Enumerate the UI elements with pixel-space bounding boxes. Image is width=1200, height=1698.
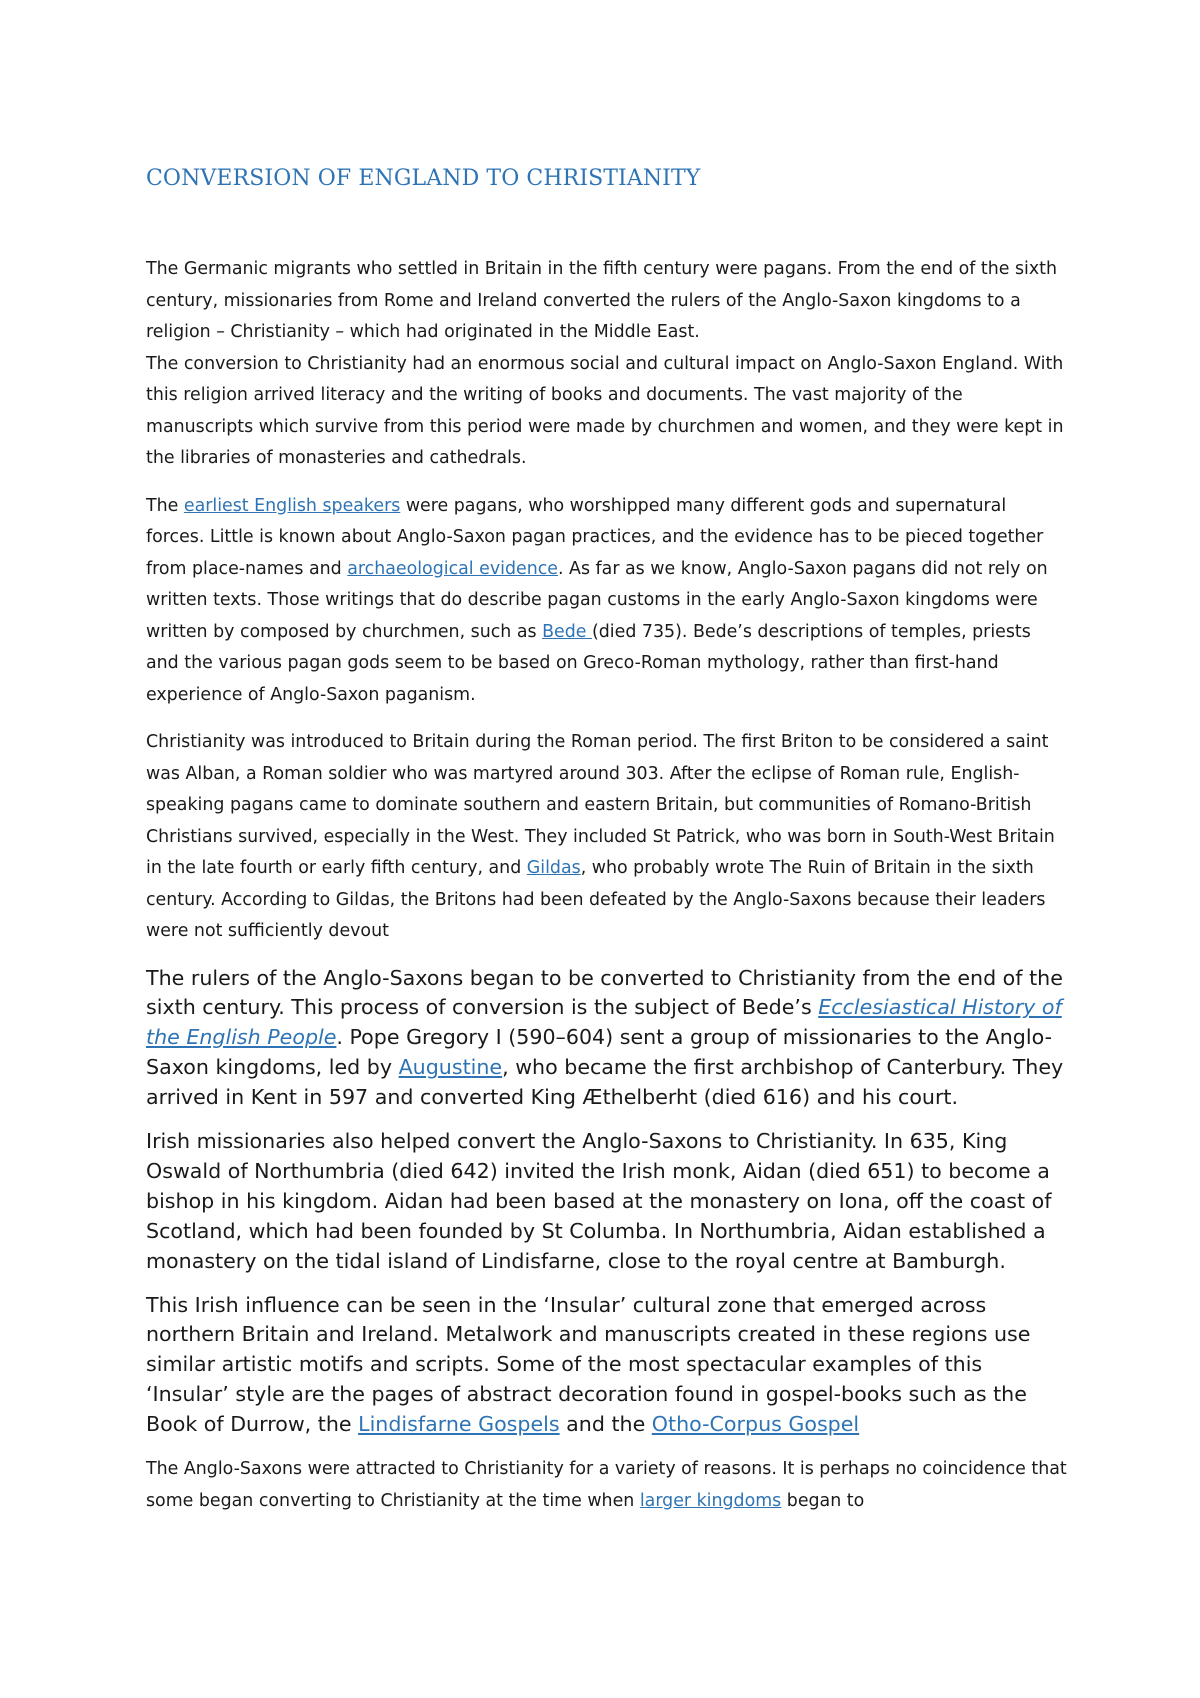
link-larger-kingdoms[interactable]: larger kingdoms <box>639 1490 782 1511</box>
link-lindisfarne-gospels[interactable]: Lindisfarne Gospels <box>358 1412 560 1437</box>
link-ecclesiastical-history[interactable]: Ecclesiastical History of the English People <box>146 995 1062 1050</box>
document-title: CONVERSION OF ENGLAND TO CHRISTIANITY <box>146 166 701 191</box>
link-bede[interactable]: Bede <box>542 621 592 642</box>
paragraph-irish-missionaries: Irish missionaries also helped convert the Anglo-Saxons to Christianity. In 635, King Oswald of Northumbria (died 642) invited the Irish monk, Aidan (died 651) to become a bishop in his kingdom. Aidan had been based at the monastery on Iona, off the coast of Scotland, which had been founded by St Columba. In Northumbria, Aidan established a monastery on the tidal island of Lindisfarne, close to the royal centre at Bamburgh. <box>146 1129 1052 1273</box>
paragraph-reasons-attraction: The Anglo-Saxons were attracted to Christianity for a variety of reasons. It is perhaps no coincidence that some began converting to Christianity at the time when larger kingdoms began to <box>146 1459 1067 1511</box>
document-body <box>146 254 1068 1533</box>
link-archaeological-evidence[interactable]: archaeological evidence <box>347 558 558 579</box>
paragraph-conversion-impact: The conversion to Christianity had an enormous social and cultural impact on Anglo-Saxon England. With this religion arrived literacy and the writing of books and documents. The vast majority of the manuscripts which survive from this period were made by churchmen and women, and they were kept in the libraries of monasteries and cathedrals. <box>146 353 1064 468</box>
link-augustine[interactable]: Augustine <box>398 1055 503 1080</box>
link-gildas[interactable]: Gildas <box>526 858 581 878</box>
paragraph-roman-christianity: Christianity was introduced to Britain during the Roman period. The first Briton to be considered a saint was Alban, a Roman soldier who was martyred around 303. After the eclipse of Roman rule, English-speaking pagans came to dominate southern and eastern Britain, but communities of Romano-British Christians survived, especially in the West. They included St Patrick, who was born in South-West Britain in the late fourth or early fifth century, and Gildas, who probably wrote The Ruin of Britain in the sixth century. According to Gildas, the Britons had been defeated by the Anglo-Saxons because their leaders were not sufficiently devout <box>146 732 1055 941</box>
link-otho-corpus-gospel[interactable]: Otho-Corpus Gospel <box>651 1412 860 1437</box>
paragraph-rulers-converted: The rulers of the Anglo-Saxons began to be converted to Christianity from the end of the sixth century. This process of conversion is the subject of Bede’s Ecclesiastical History of the English People. Pope Gregory I (590–604) sent a group of missionaries to the Anglo-Saxon kingdoms, led by Augustine, who became the first archbishop of Canterbury. They arrived in Kent in 597 and converted King Æthelberht (died 616) and his court. <box>146 965 1064 1110</box>
paragraph-pagan-practices: The earliest English speakers were pagans, who worshipped many different gods and supernatural forces. Little is known about Anglo-Saxon pagan practices, and the evidence has to be pieced together from place-names and archaeological evidence. As far as we know, Anglo-Saxon pagans did not rely on written texts. Those writings that do describe pagan customs in the early Anglo-Saxon kingdoms were written by composed by churchmen, such as Bede (died 735). Bede’s descriptions of temples, priests and the various pagan gods seem to be based on Greco-Roman mythology, rather than first-hand experience of Anglo-Saxon paganism. <box>146 495 1048 705</box>
paragraph-germanic-migrants: The Germanic migrants who settled in Britain in the fifth century were pagans. From the end of the sixth century, missionaries from Rome and Ireland converted the rulers of the Anglo-Saxon kingdoms to a religion – Christianity – which had originated in the Middle East. <box>146 259 1058 342</box>
paragraph-insular-style: This Irish influence can be seen in the ‘Insular’ cultural zone that emerged across northern Britain and Ireland. Metalwork and manuscripts created in these regions use similar artistic motifs and scripts. Some of the most spectacular examples of this ‘Insular’ style are the pages of abstract decoration found in gospel-books such as the Book of Durrow, the Lindisfarne Gospels and the Otho-Corpus Gospel <box>146 1292 1031 1437</box>
link-earliest-english-speakers[interactable]: earliest English speakers <box>183 495 401 516</box>
